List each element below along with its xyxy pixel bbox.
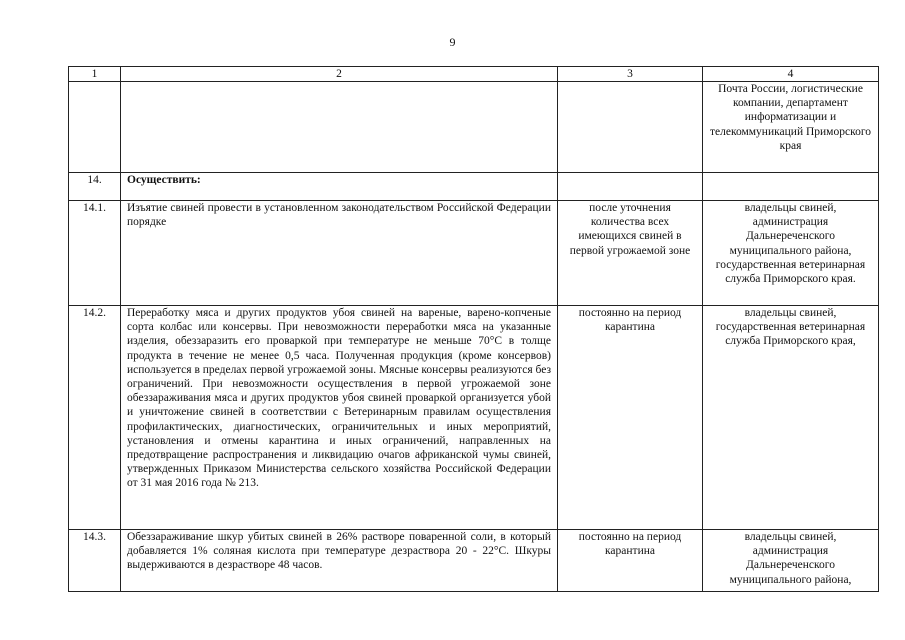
row-number: [69, 82, 121, 173]
row-number: 14.2.: [69, 306, 121, 530]
row-responsible: владельцы свиней, государственная ветеринарная служба Приморского края,: [703, 306, 879, 530]
measures-table: [68, 66, 879, 592]
page-number: 9: [449, 35, 456, 49]
row-deadline: после уточнения количества всех имеющихся свиней в первой угрожаемой зоне: [558, 201, 703, 306]
row-text: Изъятие свиней провести в установленном законодательством Российской Федерации порядке: [121, 201, 558, 306]
column-header-2: 2: [121, 67, 558, 82]
row-text: Обеззараживание шкур убитых свиней в 26% растворе поваренной соли, в который добавляется 1% соляная кислота при температуре дезраствора 20 - 22°С. Шкуры выдерживаются в дезрастворе 48 часов.: [121, 530, 558, 592]
row-deadline: [558, 82, 703, 173]
table-row: [69, 530, 879, 592]
row-text: [121, 82, 558, 173]
row-responsible: владельцы свиней, администрация Дальнереченского муниципального района, государственная ветеринарная служба Приморского края.: [703, 201, 879, 306]
row-deadline: постоянно на период карантина: [558, 306, 703, 530]
row-number: 14.1.: [69, 201, 121, 306]
row-number: 14.3.: [69, 530, 121, 592]
table-row: [69, 173, 879, 201]
section-heading: Осуществить:: [121, 173, 558, 201]
column-header-3: 3: [558, 67, 703, 82]
table-row: [69, 201, 879, 306]
row-number: 14.: [69, 173, 121, 201]
row-responsible: [703, 173, 879, 201]
row-deadline: [558, 173, 703, 201]
table-row: [69, 306, 879, 530]
row-responsible: Почта России, логистические компании, департамент информатизации и телекоммуникаций Приморского края: [703, 82, 879, 173]
column-header-4: 4: [703, 67, 879, 82]
row-text: Переработку мяса и других продуктов убоя свиней на вареные, варено-копченые сорта колбас или консервы. При невозможности переработки мяса на указанные изделия, обеззаразить его проваркой при температуре не меньше 70°С в толще продукта в течение не менее 0,5 часа. Полученная продукция (кроме консервов) используется в пределах первой угрожаемой зоны. Мясные консервы реализуются без ограничений. При невозможности осуществления в первой угрожаемой зоне обеззараживания мяса и других продуктов убоя свиней проваркой организуется убой и уничтожение свиней в соответствии с Ветеринарным правилам осуществления профилактических, диагностических, ограничительных и иных мероприятий, установления и отмены карантина и иных ограничений, направленных на предотвращение распространения и ликвидацию очагов африканской чумы свиней, утвержденных Приказом Министерства сельского хозяйства Российской Федерации от 31 мая 2016 года № 213.: [121, 306, 558, 530]
column-header-1: 1: [69, 67, 121, 82]
row-deadline: постоянно на период карантина: [558, 530, 703, 592]
table-header-row: [69, 67, 879, 82]
row-responsible: владельцы свиней, администрация Дальнереченского муниципального района,: [703, 530, 879, 592]
table-row: [69, 82, 879, 173]
